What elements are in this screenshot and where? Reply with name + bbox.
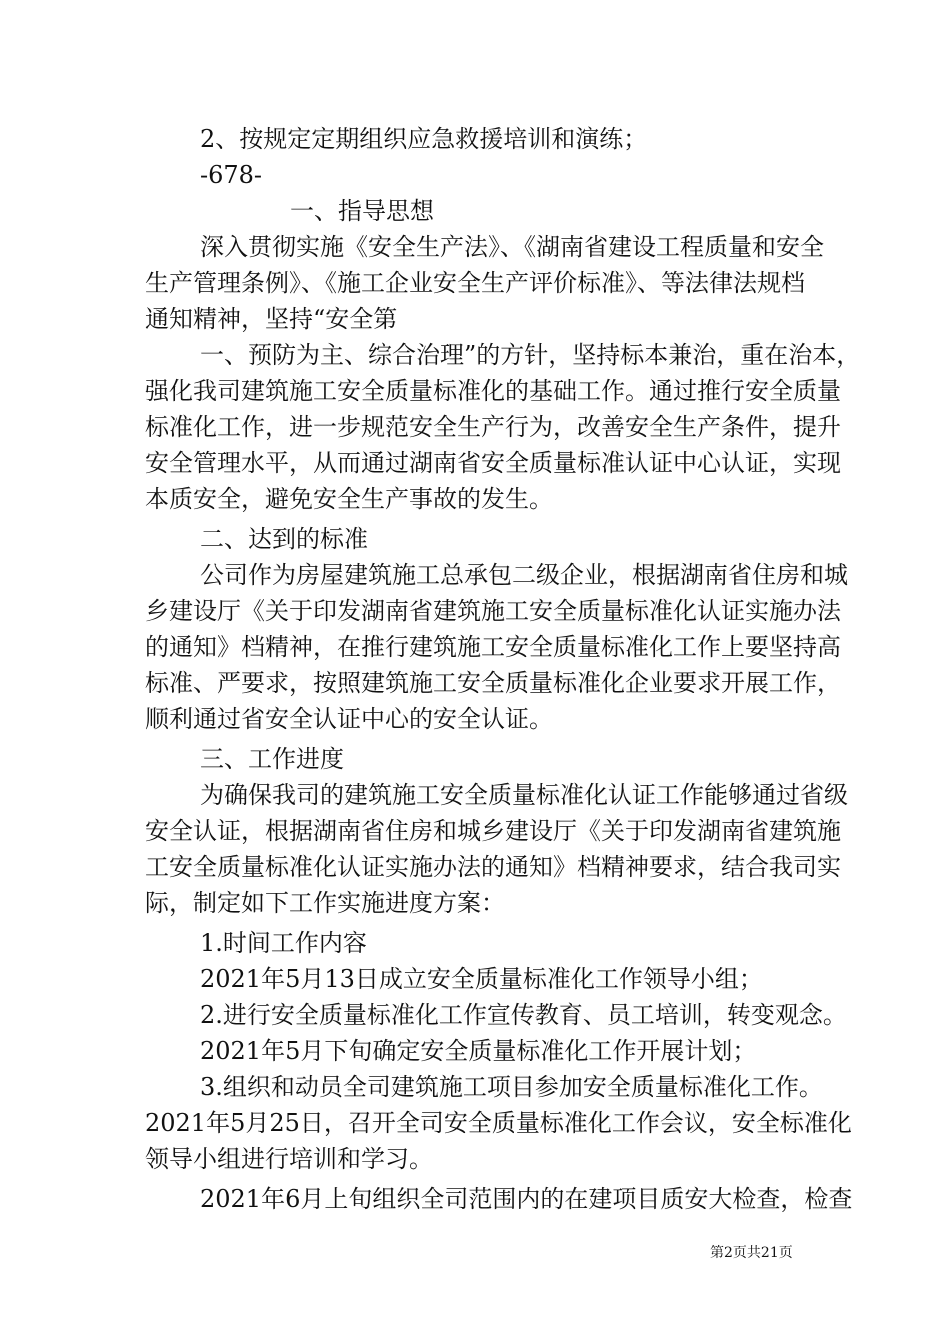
paragraph-line: 公司作为房屋建筑施工总承包二级企业，根据湖南省住房和城 — [200, 561, 848, 589]
paragraph-line: 生产管理条例》、《施工企业安全生产评价标准》、等法律法规档 — [145, 269, 805, 297]
paragraph-line: 际，制定如下工作实施进度方案： — [145, 889, 505, 917]
paragraph-line: 安全认证，根据湖南省住房和城乡建设厅《关于印发湖南省建筑施 — [145, 817, 841, 845]
list-item: 2021年5月13日成立安全质量标准化工作领导小组； — [200, 965, 763, 993]
paragraph-line: 领导小组进行培训和学习。 — [145, 1145, 433, 1173]
paragraph-line: 强化我司建筑施工安全质量标准化的基础工作。通过推行安全质量 — [145, 377, 841, 405]
paragraph-line: 顺利通过省安全认证中心的安全认证。 — [145, 705, 553, 733]
section-heading: 一、指导思想 — [290, 197, 434, 225]
paragraph-line: 本质安全，避免安全生产事故的发生。 — [145, 485, 553, 513]
list-item: 2.进行安全质量标准化工作宣传教育、员工培训，转变观念。 — [200, 1001, 847, 1029]
paragraph-line: 深入贯彻实施《安全生产法》、《湖南省建设工程质量和安全 — [200, 233, 824, 261]
paragraph-line: 标准化工作，进一步规范安全生产行为，改善安全生产条件，提升 — [145, 413, 841, 441]
paragraph-line: 安全管理水平，从而通过湖南省安全质量标准认证中心认证，实现 — [145, 449, 841, 477]
list-item: 2021年5月下旬确定安全质量标准化工作开展计划； — [200, 1037, 757, 1065]
paragraph-line: 一、预防为主、综合治理”的方针，坚持标本兼治，重在治本， — [200, 341, 861, 369]
list-item: 3.组织和动员全司建筑施工项目参加安全质量标准化工作。 — [200, 1073, 823, 1101]
page-footer: 第2页共21页 — [710, 1245, 793, 1261]
paragraph-line: 2、按规定定期组织应急救援培训和演练； — [200, 125, 648, 153]
section-heading: 三、工作进度 — [200, 745, 344, 773]
paragraph-line: 工安全质量标准化认证实施办法的通知》档精神要求，结合我司实 — [145, 853, 841, 881]
paragraph-line: 2021年5月25日，召开全司安全质量标准化工作会议，安全标准化 — [145, 1109, 852, 1137]
paragraph-line: 标准、严要求，按照建筑施工安全质量标准化企业要求开展工作， — [145, 669, 841, 697]
section-heading: 二、达到的标准 — [200, 525, 368, 553]
page-number-marker: -678- — [200, 161, 263, 189]
list-item: 1.时间工作内容 — [200, 929, 367, 957]
paragraph-line: 通知精神，坚持“安全第 — [145, 305, 398, 333]
paragraph-line: 2021年6月上旬组织全司范围内的在建项目质安大检查，检查 — [200, 1185, 853, 1213]
paragraph-line: 的通知》档精神，在推行建筑施工安全质量标准化工作上要坚持高 — [145, 633, 841, 661]
paragraph-line: 为确保我司的建筑施工安全质量标准化认证工作能够通过省级 — [200, 781, 848, 809]
paragraph-line: 乡建设厅《关于印发湖南省建筑施工安全质量标准化认证实施办法 — [145, 597, 841, 625]
